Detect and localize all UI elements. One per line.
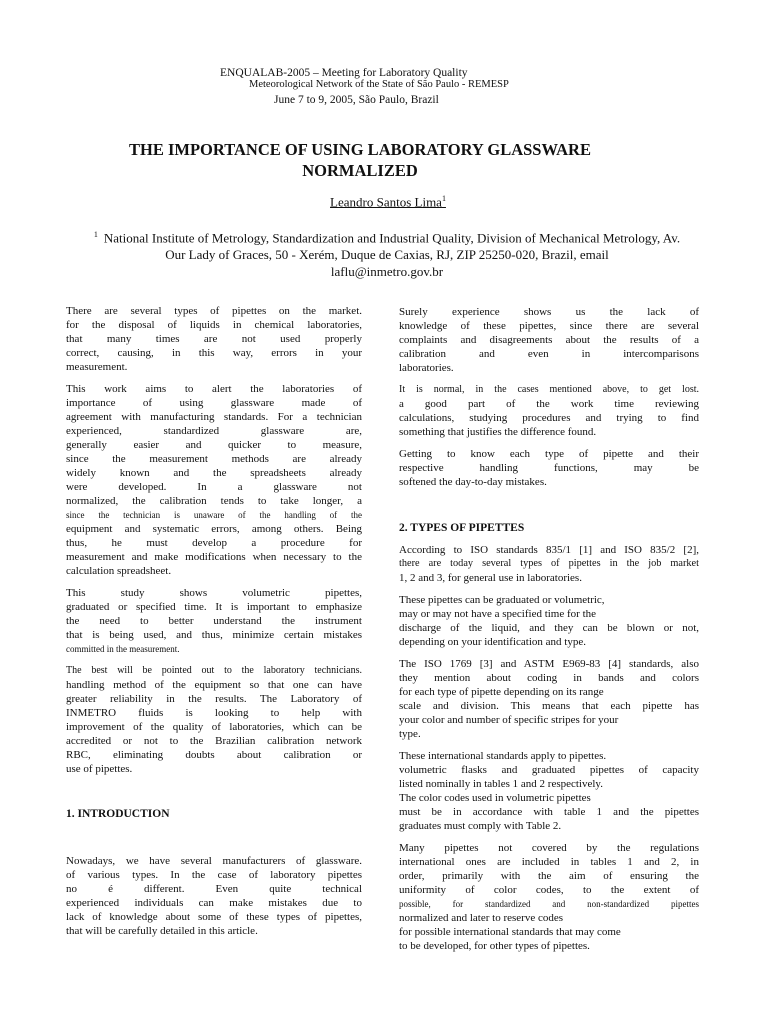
text-line: There are several types of pipettes on the market.	[66, 305, 362, 317]
text-line: since the measurement methods are already	[66, 453, 362, 465]
right-column	[399, 305, 699, 961]
text-line: Many pipettes not covered by the regulations	[399, 842, 699, 854]
text-line: may or may not have a specified time for the	[399, 608, 597, 620]
paragraph	[66, 304, 362, 374]
text-line: knowledge of these pipettes, since there are several	[399, 320, 699, 332]
text-line: experienced, standardized glassware are,	[66, 425, 362, 437]
text-line: something that justifies the difference found.	[399, 426, 597, 438]
text-line: The color codes used in volumetric pipettes	[399, 792, 591, 804]
paragraph	[399, 447, 699, 489]
text-line: The best will be pointed out to the laboratory technicians.	[66, 665, 362, 676]
text-line: type.	[399, 728, 421, 740]
paragraph	[399, 593, 699, 649]
text-line: calibration and even in intercomparisons	[399, 348, 699, 360]
text-line: volumetric flasks and graduated pipettes of capacity	[399, 764, 699, 776]
text-line: calculations, studying procedures and trying to find	[399, 412, 699, 424]
text-line: that many times are not used properly	[66, 333, 362, 345]
conference-network: Meteorological Network of the State of São Paulo - REMESP	[249, 79, 509, 90]
text-line: discharge of the liquid, and they can be blown or not,	[399, 622, 699, 634]
text-line: RBC, eliminating doubts about calibration or	[66, 749, 362, 761]
text-line: calculation spreadsheet.	[66, 565, 172, 577]
section-heading: 2. TYPES OF PIPETTES	[399, 522, 525, 534]
text-line: normalized and later to reserve codes	[399, 912, 564, 924]
text-line: graduates must comply with Table 2.	[399, 820, 562, 832]
text-line: experienced individuals can make mistakes due to	[66, 897, 362, 909]
text-line: graduated or specified time. It is important to emphasize	[66, 601, 362, 613]
author-name: Leandro Santos Lima	[330, 194, 442, 210]
title-line-1: THE IMPORTANCE OF USING LABORATORY GLASSWARE	[129, 140, 591, 159]
text-line: listed nominally in tables 1 and 2 respectively.	[399, 778, 603, 790]
text-line: These pipettes can be graduated or volumetric,	[399, 594, 605, 606]
text-line: thus, he must develop a procedure for	[66, 537, 362, 549]
text-line: The ISO 1769 [3] and ASTM E969-83 [4] standards, also	[399, 658, 699, 670]
text-line: INMETRO fluids is looking to help with	[66, 707, 362, 719]
conference-date-location: June 7 to 9, 2005, São Paulo, Brazil	[274, 94, 439, 106]
section-heading: 1. INTRODUCTION	[66, 808, 170, 820]
affiliation-line-2: Our Lady of Graces, 50 - Xerém, Duque de Caxias, RJ, ZIP 25250-020, Brazil, email	[165, 247, 609, 263]
paragraph	[66, 854, 362, 938]
text-line: to be developed, for other types of pipettes.	[399, 940, 590, 952]
text-line: they mention about coding in bands and colors	[399, 672, 699, 684]
text-line: for the disposal of liquids in chemical laboratories,	[66, 319, 362, 331]
text-line: agreement with manufacturing standards. For a technician	[66, 411, 362, 423]
text-line: must be in accordance with table 1 and the pipettes	[399, 806, 699, 818]
text-line: that is being used, and thus, minimize certain mistakes	[66, 629, 362, 641]
text-line: importance of using glassware made of	[66, 397, 362, 409]
text-line: This study shows volumetric pipettes,	[66, 587, 362, 599]
text-line: the need to better understand the instrument	[66, 615, 362, 627]
title-line-2: NORMALIZED	[302, 161, 418, 180]
text-line: committed in the measurement.	[66, 644, 180, 654]
text-line: for possible international standards that may come	[399, 926, 621, 938]
conference-name: ENQUALAB-2005 – Meeting for Laboratory Quality	[220, 67, 468, 79]
text-line: measurement and make modifications when necessary to the	[66, 551, 362, 563]
paragraph	[66, 382, 362, 578]
text-line: correct, causing, in this way, errors in your	[66, 347, 362, 359]
text-line: depending on your identification and type.	[399, 636, 586, 648]
paragraph	[399, 657, 699, 741]
text-line: respective handling functions, may be	[399, 462, 699, 474]
author	[0, 194, 768, 210]
left-column	[66, 304, 362, 946]
text-line: equipment and systematic errors, among others. Being	[66, 523, 362, 535]
text-line: Getting to know each type of pipette and their	[399, 448, 699, 460]
text-line: These international standards apply to pipettes.	[399, 750, 607, 762]
text-line: laboratories.	[399, 362, 454, 374]
affiliation-email: laflu@inmetro.gov.br	[330, 264, 444, 280]
paragraph	[399, 841, 699, 953]
text-line: that will be carefully detailed in this article.	[66, 925, 258, 937]
text-line: softened the day-to-day mistakes.	[399, 476, 547, 488]
text-line: no é different. Even quite technical	[66, 883, 362, 895]
text-line: normalized, the calibration tends to take longer, a	[66, 495, 362, 507]
text-line: for each type of pipette depending on its range	[399, 686, 604, 698]
text-line: order, primarily with the aim of ensuring the	[399, 870, 699, 882]
paper-title	[60, 139, 660, 181]
affiliation-line-1: National Institute of Metrology, Standardization and Industrial Quality, Division of Mechanical Metrology, Av.	[103, 230, 681, 246]
text-line: possible, for standardized and non-standardized pipettes	[399, 899, 699, 909]
text-line: handling method of the equipment so that one can have	[66, 679, 362, 691]
affiliation-mark: 1	[93, 230, 98, 239]
text-line: It is normal, in the cases mentioned above, to get lost.	[399, 384, 699, 395]
affiliation	[72, 226, 702, 280]
text-line: measurement.	[66, 361, 128, 373]
text-line: 1, 2 and 3, for general use in laboratories.	[399, 572, 582, 584]
author-affiliation-mark: 1	[441, 194, 446, 203]
text-line: since the technician is unaware of the handling of the	[66, 510, 362, 520]
text-line: complaints and disagreements about the results of a	[399, 334, 699, 346]
text-line: This work aims to alert the laboratories of	[66, 383, 362, 395]
paragraph	[399, 749, 699, 833]
paragraph	[399, 543, 699, 585]
text-line: use of pipettes.	[66, 763, 133, 775]
text-line: lack of knowledge about some of these types of pipettes,	[66, 911, 362, 923]
text-line: international ones are included in tables 1 and 2, in	[399, 856, 699, 868]
text-line: there are today several types of pipettes in the job market	[399, 558, 699, 569]
text-line: improvement of the quality of laboratories, which can be	[66, 721, 362, 733]
text-line: generally easier and quicker to measure,	[66, 439, 362, 451]
text-line: your color and number of specific stripes for your	[399, 714, 619, 726]
text-line: widely known and the spreadsheets already	[66, 467, 362, 479]
text-line: uniformity of color codes, to the extent of	[399, 884, 699, 896]
text-line: Nowadays, we have several manufacturers of glassware.	[66, 855, 362, 867]
text-line: accredited or not to the Brazilian calibration network	[66, 735, 362, 747]
text-line: scale and division. This means that each pipette has	[399, 700, 699, 712]
text-line: According to ISO standards 835/1 [1] and ISO 835/2 [2],	[399, 544, 699, 556]
text-line: greater reliability in the results. The Laboratory of	[66, 693, 362, 705]
text-line: a good part of the work time reviewing	[399, 398, 699, 410]
paragraph	[399, 383, 699, 439]
text-line: Surely experience shows us the lack of	[399, 306, 699, 318]
text-line: of various types. In the case of laboratory pipettes	[66, 869, 362, 881]
paragraph	[66, 586, 362, 656]
paragraph	[399, 305, 699, 375]
paragraph	[66, 664, 362, 776]
text-line: were developed. In a glassware not	[66, 481, 362, 493]
